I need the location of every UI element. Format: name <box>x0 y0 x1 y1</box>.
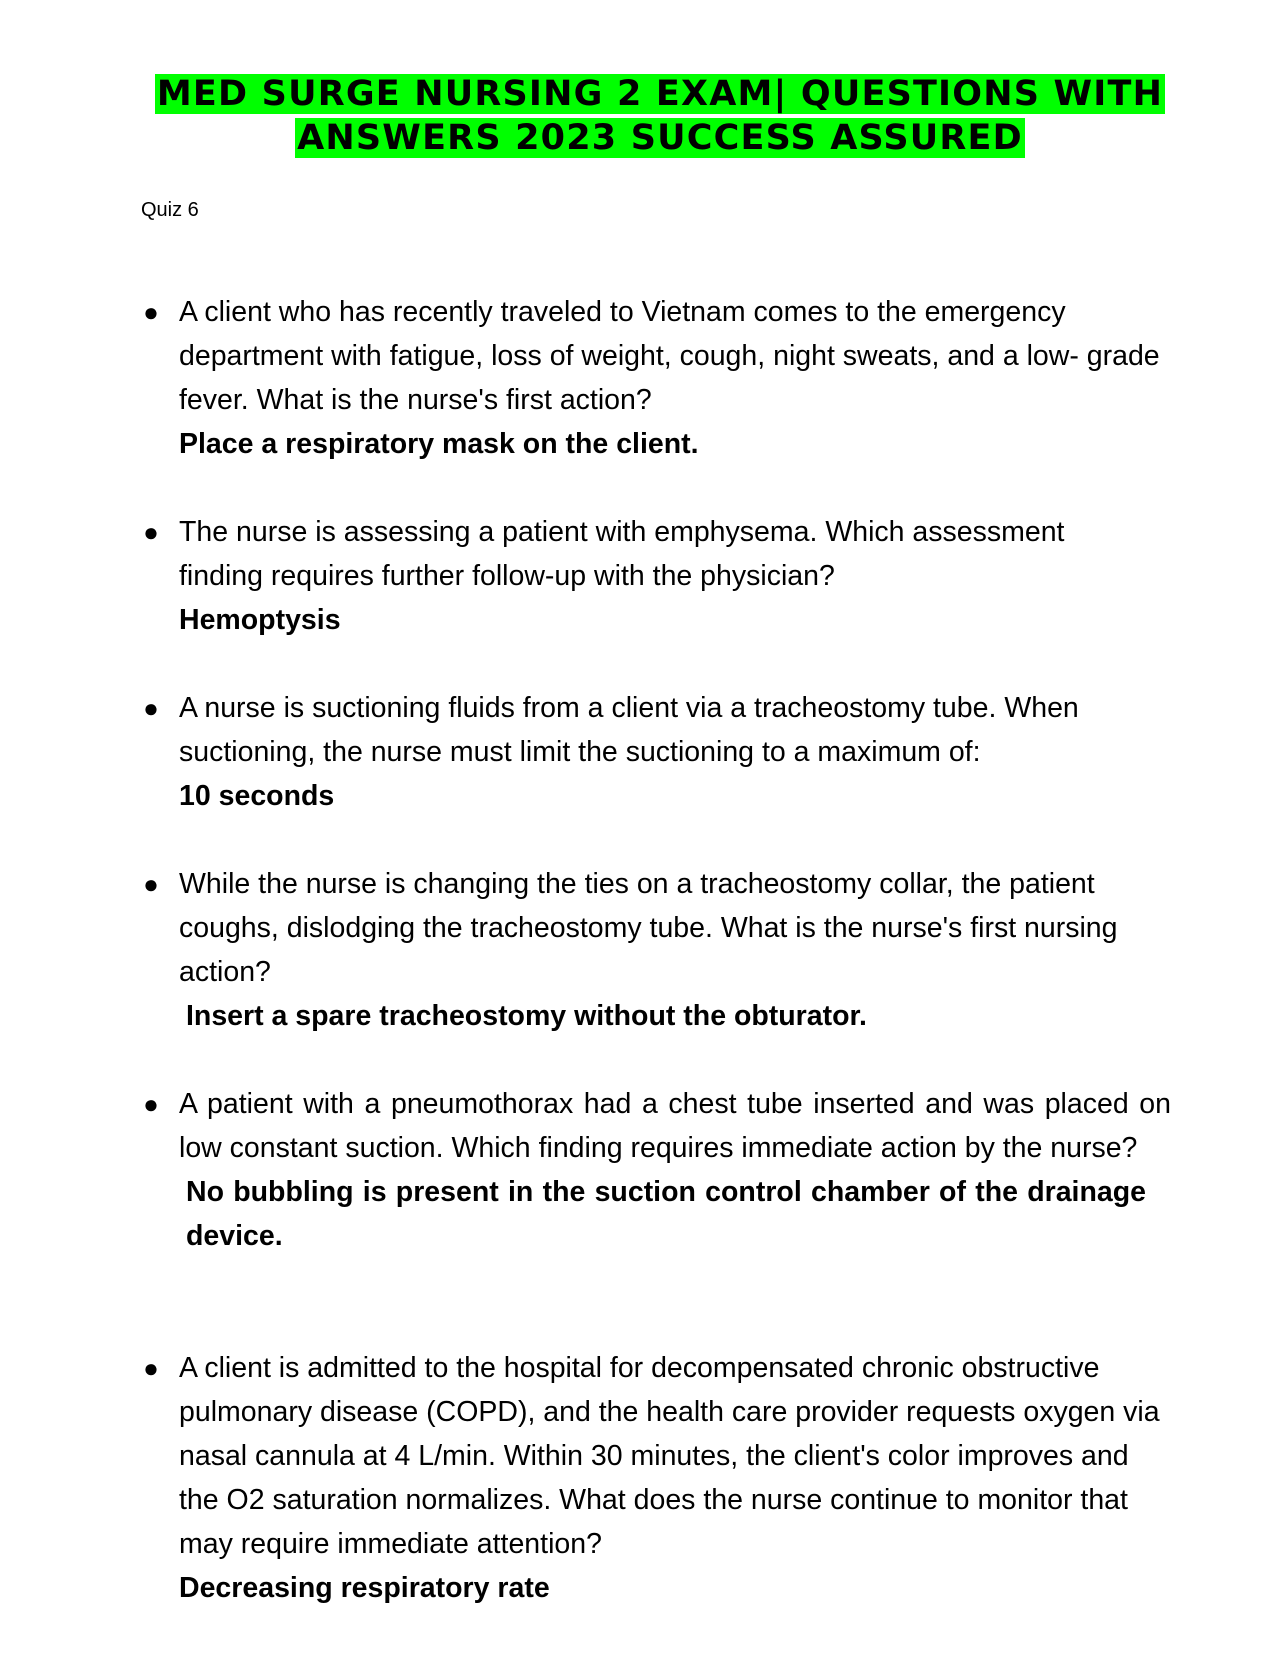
bullet-icon: ● <box>143 1089 159 1119</box>
answer-text: Decreasing respiratory rate <box>179 1572 550 1604</box>
list-item <box>143 686 1171 818</box>
question-text: A client is admitted to the hospital for decompensated chronic obstructive pulmonary disease (COPD), and the health care provider requests oxygen via nasal cannula at 4 L/min. Within 30 minutes, the client's color improves and the O2 saturation normalizes. What does the nurse continue to monitor that may require immediate attention? <box>179 1352 1160 1560</box>
question-text: The nurse is assessing a patient with emphysema. Which assessment finding requires further follow-up with the physician? <box>179 516 1065 592</box>
bullet-icon: ● <box>143 869 159 899</box>
question-text: A patient with a pneumothorax had a chest tube inserted and was placed on low constant suction. Which finding requires immediate action by the nurse? <box>179 1088 1171 1164</box>
bullet-icon: ● <box>143 693 159 723</box>
question-text: A nurse is suctioning fluids from a client via a tracheostomy tube. When suctioning, the nurse must limit the suctioning to a maximum of: <box>179 692 1079 768</box>
answer-text: No bubbling is present in the suction control chamber of the drainage device. <box>186 1176 1146 1252</box>
answer-text: Place a respiratory mask on the client. <box>179 428 699 460</box>
bullet-icon: ● <box>143 1353 159 1383</box>
list-item <box>143 290 1171 466</box>
title-line-2: ANSWERS 2023 SUCCESS ASSURED <box>297 118 1023 158</box>
answer-text: Hemoptysis <box>179 604 341 636</box>
answer-text: Insert a spare tracheostomy without the obturator. <box>186 1000 867 1032</box>
title-line-1: MED SURGE NURSING 2 EXAM| QUESTIONS WITH <box>156 74 1164 114</box>
document-title <box>120 72 1200 160</box>
answer-text: 10 seconds <box>179 780 335 812</box>
bullet-icon: ● <box>143 517 159 547</box>
list-item <box>143 1346 1171 1610</box>
bullet-icon: ● <box>143 297 159 327</box>
question-text: While the nurse is changing the ties on a tracheostomy collar, the patient coughs, dislodging the tracheostomy tube. What is the nurse's first nursing action? <box>179 868 1118 988</box>
question-text: A client who has recently traveled to Vietnam comes to the emergency department with fatigue, loss of weight, cough, night sweats, and a low- grade fever. What is the nurse's first action? <box>179 296 1160 416</box>
list-item <box>143 862 1171 1038</box>
quiz-label: Quiz 6 <box>141 199 199 221</box>
list-item <box>143 1082 1171 1258</box>
list-item <box>143 510 1171 642</box>
